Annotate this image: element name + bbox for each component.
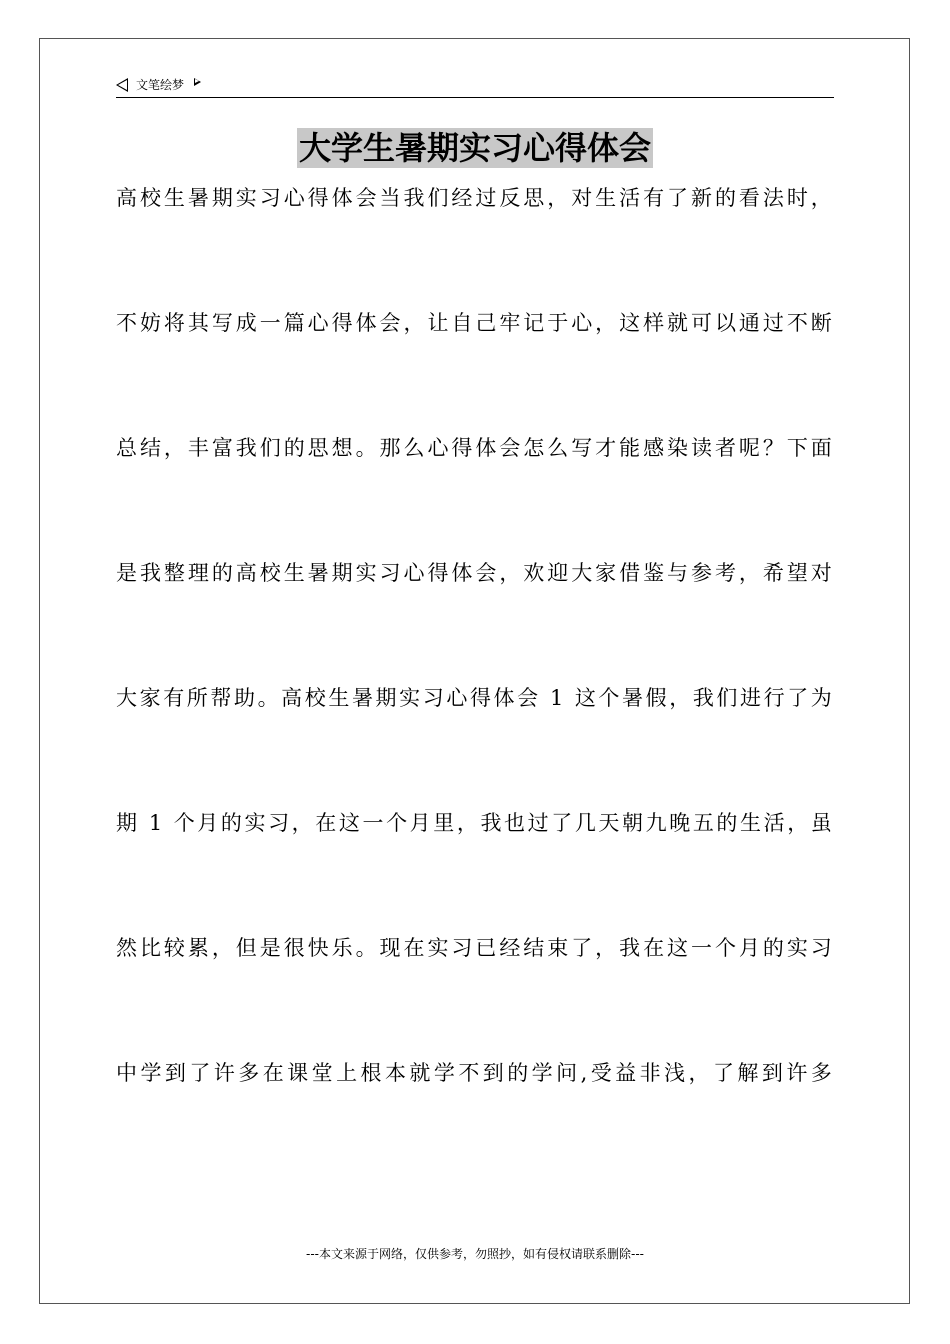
paragraph-line: 然比较累，但是很快乐。现在实习已经结束了，我在这一个月的实习 [116, 936, 834, 960]
page-header [116, 72, 834, 98]
document-title: 大学生暑期实习心得体会 [298, 129, 651, 167]
paragraph-line: 期 1 个月的实习，在这一个月里，我也过了几天朝九晚五的生活，虽 [116, 811, 834, 835]
paragraph-line: 中学到了许多在课堂上根本就学不到的学问,受益非浅，了解到许多 [116, 1061, 834, 1085]
paragraph-line: 大家有所帮助。高校生暑期实习心得体会 1 这个暑假，我们进行了为 [116, 686, 834, 710]
body-paragraph [116, 178, 834, 1178]
paragraph-line: 不妨将其写成一篇心得体会，让自己牢记于心，这样就可以通过不断 [116, 311, 834, 335]
paragraph-line: 是我整理的高校生暑期实习心得体会，欢迎大家借鉴与参考，希望对 [116, 561, 834, 585]
header-brand: 文笔绘梦 [136, 78, 185, 92]
paragraph-line: 高校生暑期实习心得体会当我们经过反思，对生活有了新的看法时， [116, 186, 834, 210]
left-triangle-icon [116, 78, 128, 92]
title-wrap [0, 128, 950, 168]
page-footer: ---本文来源于网络，仅供参考，勿照抄，如有侵权请联系删除--- [306, 1247, 644, 1261]
right-triangle-icon [194, 78, 201, 86]
paragraph-line: 总结，丰富我们的思想。那么心得体会怎么写才能感染读者呢？下面 [116, 436, 834, 460]
